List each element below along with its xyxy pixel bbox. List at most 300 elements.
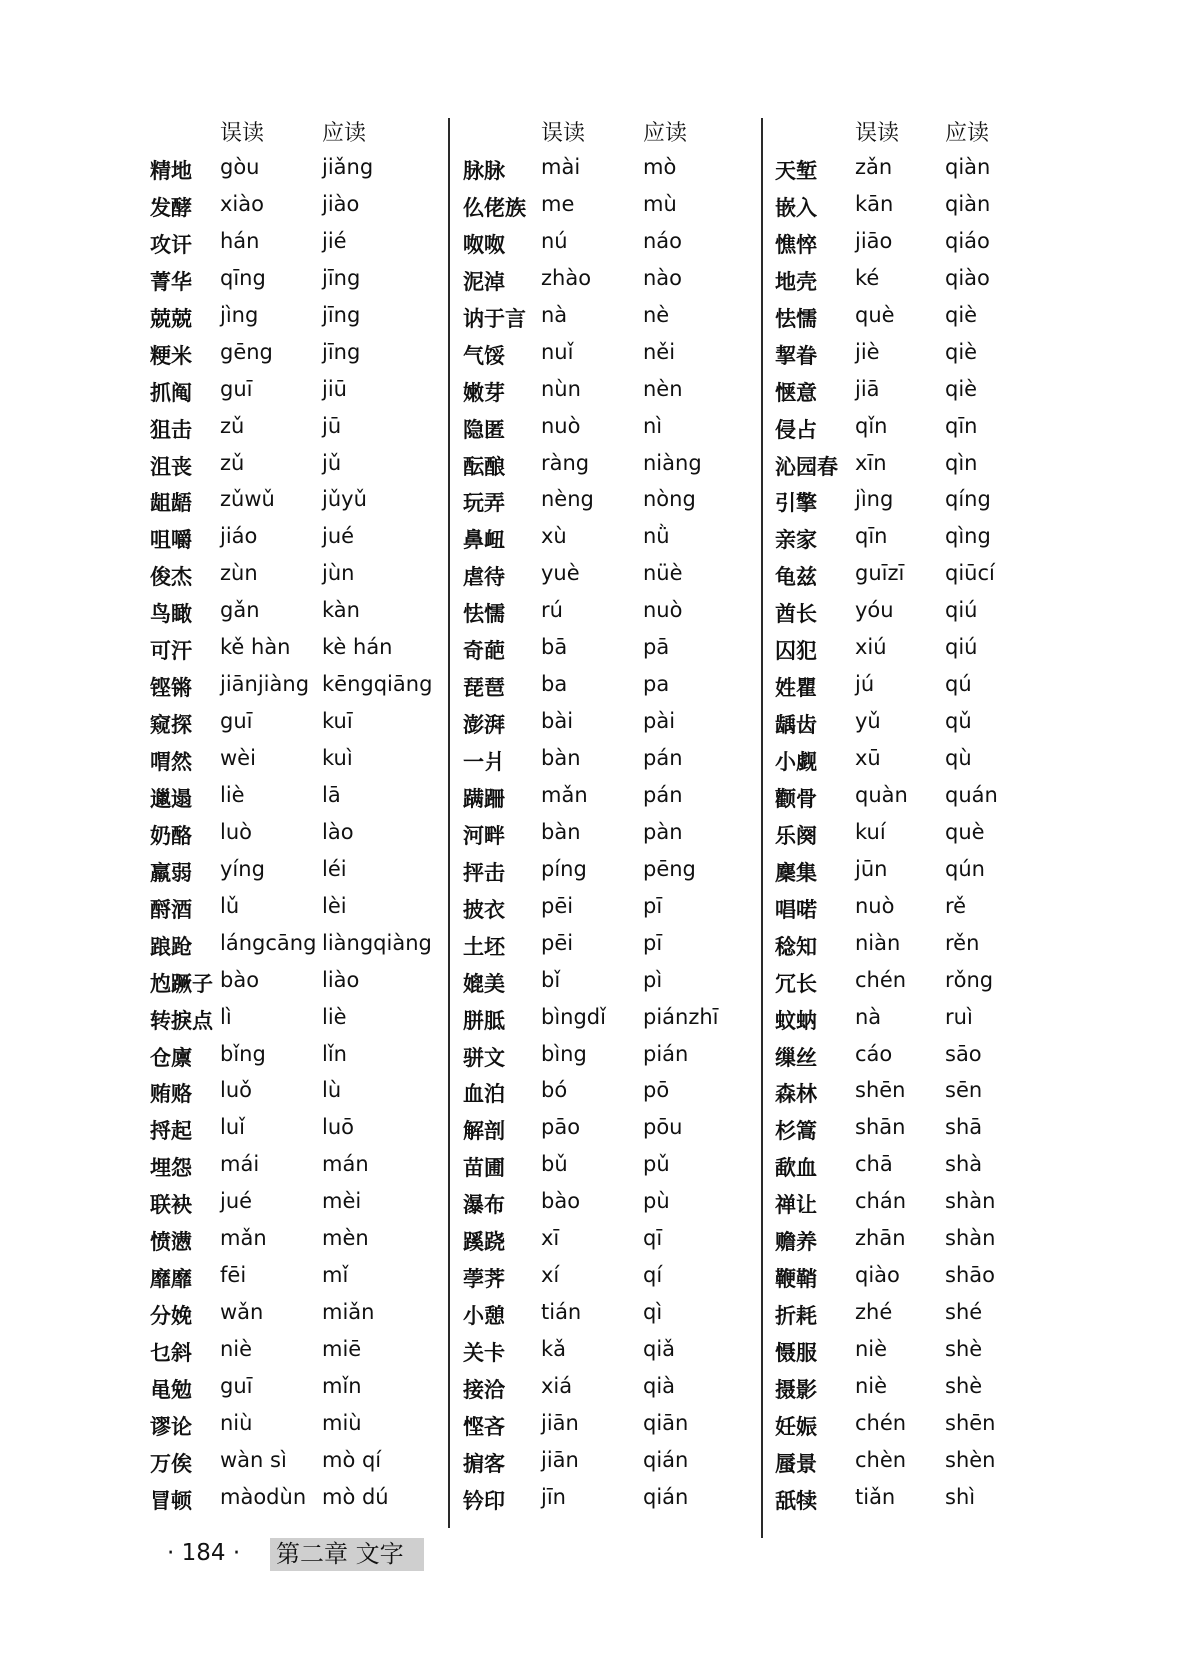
entry-correct-pinyin: jū	[322, 413, 342, 438]
entry-word: 媲美	[463, 970, 505, 996]
entry-wrong-pinyin: chā	[855, 1152, 893, 1177]
entry-wrong-pinyin: jiáo	[220, 524, 258, 549]
entry-word: 咀嚼	[150, 527, 192, 553]
entry-row	[150, 1037, 435, 1074]
entry-wrong-pinyin: me	[541, 191, 575, 216]
entry-correct-pinyin: qiú	[945, 598, 978, 623]
entry-wrong-pinyin: jīn	[541, 1484, 566, 1509]
entry-row	[775, 335, 1035, 372]
entry-row	[775, 1037, 1035, 1074]
entry-wrong-pinyin: ràng	[541, 450, 590, 475]
entry-word: 颧骨	[775, 785, 817, 811]
entry-word: 隐匿	[463, 416, 505, 442]
entry-correct-pinyin: pēng	[643, 856, 696, 881]
entry-word: 挈眷	[775, 342, 817, 368]
entry-word: 怯懦	[463, 601, 505, 627]
entry-row	[775, 1443, 1035, 1480]
entry-wrong-pinyin: wàn sì	[220, 1447, 287, 1472]
entry-wrong-pinyin: xiào	[220, 191, 264, 216]
entry-word: 血泊	[463, 1081, 505, 1107]
entry-wrong-pinyin: rú	[541, 598, 563, 623]
entry-correct-pinyin: kuī	[322, 709, 353, 734]
entry-word: 抨击	[463, 859, 505, 885]
entry-correct-pinyin: quán	[945, 782, 998, 807]
entry-word: 禅让	[775, 1192, 817, 1218]
entry-correct-pinyin: qián	[643, 1484, 689, 1509]
entry-row	[775, 187, 1035, 224]
entry-correct-pinyin: shà	[945, 1152, 983, 1177]
entry-wrong-pinyin: cáo	[855, 1041, 893, 1066]
entry-wrong-pinyin: luò	[220, 819, 252, 844]
entry-correct-pinyin: náo	[643, 228, 683, 253]
entry-row	[463, 519, 753, 556]
entry-word: 披衣	[463, 896, 505, 922]
entry-wrong-pinyin: kān	[855, 191, 894, 216]
entry-word: 奇葩	[463, 638, 505, 664]
entry-correct-pinyin: qiào	[945, 265, 990, 290]
entry-word: 万俟	[150, 1450, 192, 1476]
entry-word: 掮客	[463, 1450, 505, 1476]
entry-row	[150, 1000, 435, 1037]
entry-row	[150, 889, 435, 926]
entry-row	[463, 630, 753, 667]
entry-wrong-pinyin: mài	[541, 155, 581, 179]
entry-row	[775, 704, 1035, 741]
entry-row	[463, 889, 753, 926]
entry-correct-pinyin: nèn	[643, 376, 683, 401]
entry-row	[150, 1295, 435, 1332]
entry-word: 俊杰	[150, 564, 192, 590]
entry-correct-pinyin: pǔ	[643, 1152, 670, 1177]
entry-wrong-pinyin: xīn	[855, 450, 887, 475]
entry-wrong-pinyin: guī	[220, 1373, 253, 1398]
entry-word: 摄影	[775, 1376, 817, 1402]
entry-row	[775, 593, 1035, 630]
entry-correct-pinyin: qián	[643, 1447, 689, 1472]
entry-correct-pinyin: něi	[643, 339, 676, 364]
entry-wrong-pinyin: yóu	[855, 598, 894, 623]
entry-word: 精地	[150, 158, 192, 183]
entry-word: 解剖	[463, 1118, 505, 1144]
entry-word: 虐待	[463, 564, 505, 590]
entry-correct-pinyin: què	[945, 819, 985, 844]
entry-row	[775, 667, 1035, 704]
entry-correct-pinyin: mò qí	[322, 1447, 382, 1472]
entry-correct-pinyin: pài	[643, 709, 676, 734]
entry-word: 胼胝	[463, 1007, 505, 1033]
entry-row	[463, 224, 753, 261]
entry-correct-pinyin: qíng	[945, 487, 991, 512]
entry-correct-pinyin: qià	[643, 1373, 676, 1398]
entry-word: 仫佬族	[463, 194, 526, 220]
entry-correct-pinyin: pōu	[643, 1115, 683, 1140]
entry-correct-pinyin: piánzhī	[643, 1004, 719, 1029]
entry-row	[150, 593, 435, 630]
entry-row	[463, 1443, 753, 1480]
entry-word: 引擎	[775, 490, 817, 516]
entry-row	[775, 852, 1035, 889]
entry-row	[463, 1221, 753, 1258]
entry-correct-pinyin: pā	[643, 635, 670, 660]
entry-wrong-pinyin: jiānjiàng	[220, 672, 310, 697]
entry-row	[150, 1406, 435, 1443]
entry-row	[463, 593, 753, 630]
entry-word: 可汗	[150, 638, 192, 664]
entry-row	[463, 815, 753, 852]
entry-correct-pinyin: qìn	[945, 450, 978, 475]
entry-wrong-pinyin: mǎn	[220, 1226, 267, 1251]
entry-row	[775, 815, 1035, 852]
entry-row	[775, 1184, 1035, 1221]
entry-word: 惬意	[775, 379, 817, 405]
entry-correct-pinyin: nuò	[643, 598, 683, 623]
entry-word: 羸弱	[150, 859, 192, 885]
entry-row	[775, 1073, 1035, 1110]
entry-word: 荸荠	[463, 1266, 505, 1292]
entry-word: 仓廪	[150, 1044, 192, 1070]
entry-word: 小觑	[775, 749, 817, 774]
entry-correct-pinyin: qún	[945, 856, 985, 881]
entry-word: 澎湃	[463, 712, 505, 738]
entry-word: 乐阕	[775, 822, 817, 848]
entry-wrong-pinyin: niè	[220, 1337, 253, 1361]
entry-wrong-pinyin: nuò	[855, 893, 895, 918]
entry-wrong-pinyin: jiāo	[855, 228, 893, 253]
entry-wrong-pinyin: mái	[220, 1152, 260, 1177]
entry-row	[150, 963, 435, 1000]
entry-row	[150, 372, 435, 409]
entry-word: 酋长	[775, 601, 817, 627]
entry-word: 琵琶	[463, 675, 505, 701]
entry-wrong-pinyin: chén	[855, 967, 907, 992]
entry-row	[463, 150, 753, 187]
entry-word: 联袂	[150, 1192, 192, 1218]
entry-wrong-pinyin: bàn	[541, 746, 581, 770]
entry-word: 杉篙	[775, 1118, 817, 1144]
entry-correct-pinyin: pán	[643, 746, 683, 770]
entry-wrong-pinyin: kě hàn	[220, 635, 291, 660]
entry-wrong-pinyin: quàn	[855, 782, 908, 807]
entry-wrong-pinyin: xū	[855, 746, 881, 770]
entry-wrong-pinyin: zǔwǔ	[220, 487, 275, 512]
entry-word: 粳米	[150, 342, 192, 368]
entry-correct-pinyin: kàn	[322, 598, 360, 623]
entry-correct-pinyin: qiàn	[945, 155, 991, 179]
entry-correct-pinyin: qù	[945, 746, 972, 770]
entry-word: 讷于言	[463, 305, 526, 331]
entry-correct-pinyin: pán	[643, 782, 683, 807]
entry-wrong-pinyin: zǎn	[855, 155, 893, 179]
entry-correct-pinyin: lào	[322, 819, 354, 844]
entry-row	[463, 556, 753, 593]
entry-wrong-pinyin: niù	[220, 1410, 253, 1435]
entry-correct-pinyin: jīng	[322, 265, 361, 290]
entry-row	[463, 335, 753, 372]
entry-row	[463, 1184, 753, 1221]
entry-correct-pinyin: miù	[322, 1410, 362, 1435]
entry-correct-pinyin: qǔ	[945, 709, 972, 734]
entry-wrong-pinyin: nùn	[541, 376, 581, 401]
entry-row	[775, 926, 1035, 963]
entry-wrong-pinyin: bào	[220, 967, 260, 992]
entry-correct-pinyin: jǔyǔ	[322, 487, 367, 512]
entry-row	[463, 446, 753, 483]
entry-word: 兢兢	[150, 305, 192, 331]
entry-row	[463, 1258, 753, 1295]
entry-wrong-pinyin: bā	[541, 635, 568, 660]
entry-correct-pinyin: pō	[643, 1078, 670, 1103]
entry-wrong-pinyin: nuò	[541, 413, 581, 438]
entry-word: 尥蹶子	[150, 970, 213, 996]
entry-word: 龟兹	[775, 564, 817, 590]
entry-correct-pinyin: pù	[643, 1189, 670, 1214]
entry-wrong-pinyin: chén	[855, 1410, 907, 1435]
entry-correct-pinyin: jiǎng	[322, 155, 374, 179]
entry-row	[463, 1037, 753, 1074]
entry-wrong-pinyin: gòu	[220, 155, 260, 179]
entry-row	[463, 741, 753, 778]
entry-correct-pinyin: qiàn	[945, 191, 991, 216]
entry-word: 鞭鞘	[775, 1266, 817, 1292]
entry-row	[463, 1147, 753, 1184]
entry-row	[150, 409, 435, 446]
entry-correct-pinyin: pī	[643, 930, 663, 955]
entry-word: 转捩点	[150, 1007, 213, 1033]
entry-row	[775, 409, 1035, 446]
entry-wrong-pinyin: yǔ	[855, 709, 881, 734]
entry-wrong-pinyin: jìng	[220, 302, 259, 327]
entry-correct-pinyin: nào	[643, 265, 683, 290]
entry-wrong-pinyin: jú	[855, 672, 875, 697]
entry-word: 小憩	[463, 1303, 505, 1329]
entry-wrong-pinyin: bìng	[541, 1041, 587, 1066]
entry-word: 沮丧	[150, 453, 192, 479]
entry-correct-pinyin: rǒng	[945, 967, 994, 992]
entry-row	[463, 1110, 753, 1147]
entry-row	[463, 1480, 753, 1517]
entry-wrong-pinyin: jiè	[855, 339, 880, 364]
entry-correct-pinyin: nè	[643, 302, 670, 327]
entry-row	[150, 926, 435, 963]
entry-word: 缫丝	[775, 1044, 817, 1070]
entry-row	[463, 409, 753, 446]
entry-row	[463, 778, 753, 815]
entry-wrong-pinyin: lì	[220, 1004, 232, 1029]
entry-wrong-pinyin: luǒ	[220, 1078, 252, 1103]
entry-wrong-pinyin: guīzī	[855, 561, 905, 586]
entry-row	[463, 926, 753, 963]
entry-word: 泥淖	[463, 268, 505, 294]
entry-row	[463, 1073, 753, 1110]
entry-wrong-pinyin: jiā	[855, 376, 880, 401]
entry-wrong-pinyin: mǎn	[541, 782, 588, 807]
entry-correct-pinyin: pián	[643, 1041, 689, 1066]
column-header	[463, 110, 753, 150]
entry-row	[775, 1332, 1035, 1369]
entry-wrong-pinyin: bài	[541, 709, 574, 734]
entry-word: 谬论	[150, 1413, 192, 1439]
entry-wrong-pinyin: zùn	[220, 561, 258, 586]
entry-correct-pinyin: shè	[945, 1373, 983, 1398]
entry-correct-pinyin: qiè	[945, 376, 978, 401]
entry-correct-pinyin: miē	[322, 1337, 362, 1361]
entry-wrong-pinyin: gǎn	[220, 598, 260, 623]
entry-word: 酝酿	[463, 453, 505, 479]
entry-correct-pinyin: qiú	[945, 635, 978, 660]
column-divider-1	[448, 118, 450, 1528]
entry-wrong-pinyin: bìngdǐ	[541, 1004, 606, 1029]
chapter-title: 第二章 文字	[270, 1538, 424, 1571]
entry-wrong-pinyin: màodùn	[220, 1484, 307, 1509]
entry-row	[775, 741, 1035, 778]
entry-word: 河畔	[463, 822, 505, 848]
entry-row	[150, 1443, 435, 1480]
entry-word: 蜃景	[775, 1450, 817, 1476]
entry-correct-pinyin: pī	[643, 893, 663, 918]
entry-word: 慑服	[775, 1340, 817, 1365]
entry-word: 接洽	[463, 1376, 505, 1402]
entry-correct-pinyin: liào	[322, 967, 360, 992]
entry-correct-pinyin: pàn	[643, 819, 683, 844]
entry-correct-pinyin: nǜ	[643, 524, 670, 549]
entry-wrong-pinyin: bó	[541, 1078, 568, 1103]
entry-word: 天堑	[775, 158, 817, 183]
entry-wrong-pinyin: kuí	[855, 819, 886, 844]
entry-wrong-pinyin: pēi	[541, 893, 574, 918]
entry-word: 邋遢	[150, 785, 192, 811]
entry-row	[150, 1110, 435, 1147]
entry-correct-pinyin: miǎn	[322, 1300, 375, 1325]
entry-wrong-pinyin: pēi	[541, 930, 574, 955]
header-correct-reading: 应读	[945, 121, 990, 146]
entry-wrong-pinyin: kǎ	[541, 1337, 567, 1361]
entry-row	[775, 630, 1035, 667]
entry-row	[463, 667, 753, 704]
entry-wrong-pinyin: shān	[855, 1115, 906, 1140]
entry-word: 关卡	[463, 1340, 505, 1365]
entry-row	[775, 1000, 1035, 1037]
entry-correct-pinyin: qiǎ	[643, 1337, 676, 1361]
entry-wrong-pinyin: yíng	[220, 856, 265, 881]
entry-word: 冗长	[775, 970, 817, 996]
entry-correct-pinyin: rěn	[945, 930, 980, 955]
entry-correct-pinyin: shēn	[945, 1410, 996, 1435]
entry-row	[463, 704, 753, 741]
entry-word: 侵占	[775, 416, 817, 442]
entry-wrong-pinyin: xiú	[855, 635, 887, 660]
entry-row	[775, 1295, 1035, 1332]
entry-word: 发酵	[150, 194, 192, 220]
entry-correct-pinyin: qiān	[643, 1410, 689, 1435]
entry-correct-pinyin: mèi	[322, 1189, 362, 1214]
entry-word: 憔悴	[775, 231, 817, 257]
entry-correct-pinyin: mò dú	[322, 1484, 389, 1509]
entry-wrong-pinyin: zǔ	[220, 450, 245, 475]
entry-correct-pinyin: qī	[643, 1226, 663, 1251]
entry-row	[463, 298, 753, 335]
entry-wrong-pinyin: jìng	[855, 487, 894, 512]
entry-word: 脉脉	[463, 158, 505, 183]
entry-word: 黾勉	[150, 1376, 192, 1402]
entry-correct-pinyin: qiè	[945, 339, 978, 364]
entry-word: 麇集	[775, 859, 817, 885]
entry-row	[775, 963, 1035, 1000]
entry-row	[150, 1221, 435, 1258]
entry-row	[775, 1369, 1035, 1406]
entry-word: 蹊跷	[463, 1229, 505, 1255]
entry-correct-pinyin: mù	[643, 191, 677, 216]
entry-word: 亲家	[775, 527, 817, 553]
entry-row	[463, 1000, 753, 1037]
entry-wrong-pinyin: què	[855, 302, 895, 327]
entry-word: 乜斜	[150, 1340, 192, 1365]
column-2	[463, 110, 753, 1517]
entry-wrong-pinyin: fēi	[220, 1263, 247, 1288]
entry-wrong-pinyin: luǐ	[220, 1115, 245, 1140]
entry-correct-pinyin: jǔ	[322, 450, 342, 475]
entry-row	[150, 335, 435, 372]
entry-word: 酹酒	[150, 896, 192, 922]
entry-row	[775, 1221, 1035, 1258]
entry-row	[150, 519, 435, 556]
entry-word: 沁园春	[775, 453, 838, 479]
header-wrong-reading: 误读	[541, 121, 586, 146]
entry-row	[463, 261, 753, 298]
entry-wrong-pinyin: nú	[541, 228, 568, 253]
entry-word: 喟然	[150, 749, 192, 774]
entry-row	[150, 1480, 435, 1517]
entry-wrong-pinyin: qǐn	[855, 413, 888, 438]
column-3	[775, 110, 1035, 1517]
entry-wrong-pinyin: ké	[855, 265, 880, 290]
entry-wrong-pinyin: zhé	[855, 1300, 893, 1325]
entry-correct-pinyin: pì	[643, 967, 663, 992]
entry-word: 妊娠	[775, 1413, 817, 1439]
entry-row	[775, 1110, 1035, 1147]
entry-row	[775, 1480, 1035, 1517]
entry-word: 狙击	[150, 416, 192, 442]
header-wrong-reading: 误读	[855, 121, 900, 146]
entry-correct-pinyin: léi	[322, 856, 347, 881]
entry-row	[775, 150, 1035, 187]
entry-correct-pinyin: kè hán	[322, 635, 393, 660]
entry-row	[150, 667, 435, 704]
entry-wrong-pinyin: gēng	[220, 339, 273, 364]
entry-correct-pinyin: qiè	[945, 302, 978, 327]
entry-word: 蹒跚	[463, 785, 505, 811]
entry-wrong-pinyin: bǔ	[541, 1152, 568, 1177]
entry-wrong-pinyin: nà	[541, 302, 568, 327]
entry-row	[775, 224, 1035, 261]
entry-word: 蚊蚋	[775, 1007, 817, 1033]
entry-word: 土坯	[463, 933, 505, 959]
entry-row	[150, 1258, 435, 1295]
entry-wrong-pinyin: nèng	[541, 487, 594, 512]
entry-wrong-pinyin: jiān	[541, 1447, 579, 1472]
entry-wrong-pinyin: bǐ	[541, 967, 561, 992]
entry-row	[775, 519, 1035, 556]
entry-wrong-pinyin: qīn	[855, 524, 888, 549]
entry-correct-pinyin: qì	[643, 1300, 663, 1325]
entry-wrong-pinyin: shēn	[855, 1078, 906, 1103]
page-number: · 184 ·	[167, 1540, 241, 1566]
entry-correct-pinyin: lù	[322, 1078, 342, 1103]
entry-wrong-pinyin: niè	[855, 1337, 888, 1361]
entry-correct-pinyin: nüè	[643, 561, 683, 586]
entry-row	[150, 556, 435, 593]
entry-wrong-pinyin: guī	[220, 376, 253, 401]
entry-correct-pinyin: lèi	[322, 893, 347, 918]
